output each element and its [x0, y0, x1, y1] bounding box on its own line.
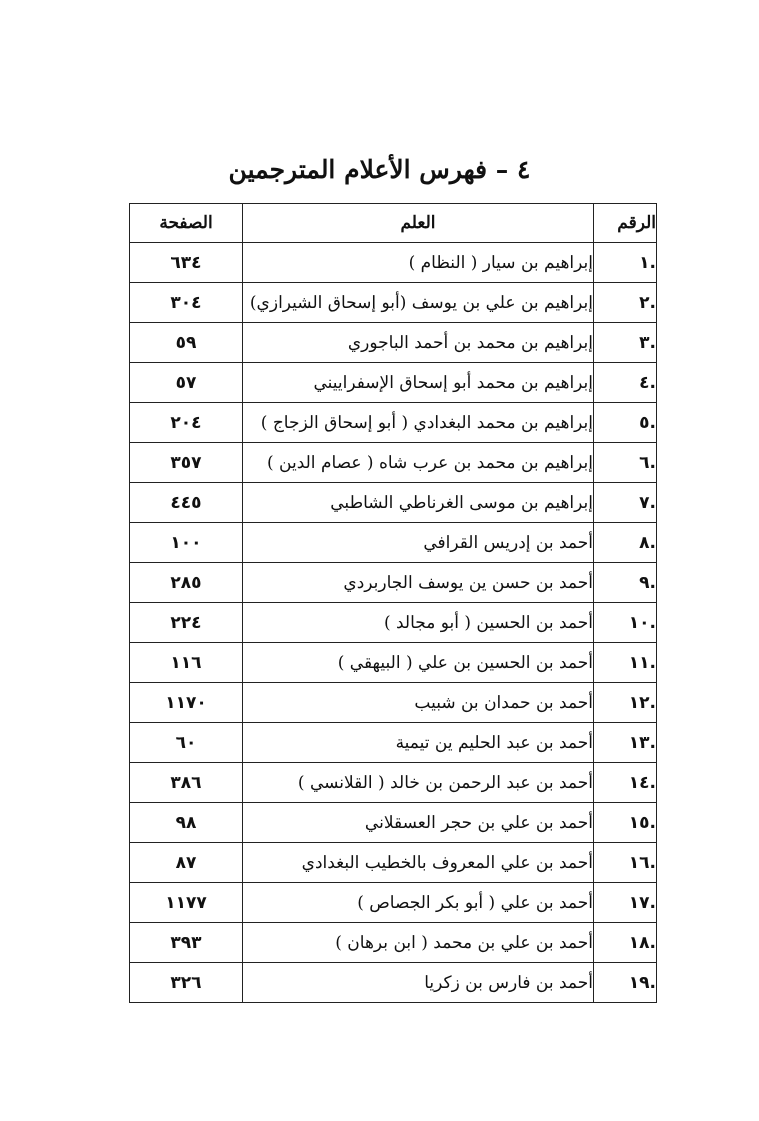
row-name: إبراهيم بن موسى الغرناطي الشاطبي [243, 483, 594, 523]
table-row [130, 483, 657, 523]
row-name: أحمد بن عبد الحليم ين تيمية [243, 723, 594, 763]
row-number: .١٦ [594, 843, 657, 883]
row-number: .١٠ [594, 603, 657, 643]
row-page: ٤٤٥ [130, 483, 243, 523]
row-page: ٣٢٦ [130, 963, 243, 1003]
table-row [130, 403, 657, 443]
page-title: ٤ – فهرس الأعلام المترجمين [228, 155, 531, 184]
row-page: ١١٧٧ [130, 883, 243, 923]
row-number: .١١ [594, 643, 657, 683]
row-page: ٩٨ [130, 803, 243, 843]
table-row [130, 843, 657, 883]
row-name: إبراهيم بن سيار ( النظام ) [243, 243, 594, 283]
row-page: ٢٠٤ [130, 403, 243, 443]
row-number: .٤ [594, 363, 657, 403]
row-number: .١٩ [594, 963, 657, 1003]
table-row [130, 683, 657, 723]
row-page: ٣٠٤ [130, 283, 243, 323]
table-row [130, 563, 657, 603]
row-name: أحمد بن عبد الرحمن بن خالد ( القلانسي ) [243, 763, 594, 803]
table-row [130, 723, 657, 763]
row-number: .٣ [594, 323, 657, 363]
row-number: .١٢ [594, 683, 657, 723]
row-page: ١١٧٠ [130, 683, 243, 723]
row-number: .١٤ [594, 763, 657, 803]
row-number: .٥ [594, 403, 657, 443]
index-table [129, 203, 657, 1003]
row-number: .٨ [594, 523, 657, 563]
header-number: الرقم [594, 204, 657, 243]
row-page: ٨٧ [130, 843, 243, 883]
table-row [130, 643, 657, 683]
row-number: .٧ [594, 483, 657, 523]
table-row [130, 323, 657, 363]
table-row [130, 523, 657, 563]
row-name: أحمد بن علي المعروف بالخطيب البغدادي [243, 843, 594, 883]
row-number: .٢ [594, 283, 657, 323]
row-number: .٩ [594, 563, 657, 603]
row-name: أحمد بن حسن ين يوسف الجاربردي [243, 563, 594, 603]
row-name: أحمد بن الحسين بن علي ( البيهقي ) [243, 643, 594, 683]
table-row [130, 243, 657, 283]
row-page: ٦٣٤ [130, 243, 243, 283]
row-page: ٦٠ [130, 723, 243, 763]
row-page: ١٠٠ [130, 523, 243, 563]
row-name: أحمد بن الحسين ( أبو مجالد ) [243, 603, 594, 643]
table-row [130, 763, 657, 803]
row-page: ١١٦ [130, 643, 243, 683]
row-page: ٣٩٣ [130, 923, 243, 963]
row-name: إبراهيم بن علي بن يوسف (أبو إسحاق الشيرازي) [243, 283, 594, 323]
row-number: .٦ [594, 443, 657, 483]
header-name: العلم [243, 204, 594, 243]
row-name: أحمد بن علي ( أبو بكر الجصاص ) [243, 883, 594, 923]
table-row [130, 363, 657, 403]
table-body [130, 243, 657, 1003]
row-number: .١ [594, 243, 657, 283]
row-number: .١٧ [594, 883, 657, 923]
table-header-row [130, 204, 657, 243]
row-name: أحمد بن حمدان بن شبيب [243, 683, 594, 723]
row-name: أحمد بن علي بن حجر العسقلاني [243, 803, 594, 843]
row-number: .١٥ [594, 803, 657, 843]
row-name: إبراهيم بن محمد أبو إسحاق الإسفراييني [243, 363, 594, 403]
row-name: إبراهيم بن محمد بن عرب شاه ( عصام الدين ) [243, 443, 594, 483]
row-number: .١٣ [594, 723, 657, 763]
table-row [130, 283, 657, 323]
table-row [130, 803, 657, 843]
row-page: ٥٧ [130, 363, 243, 403]
row-page: ٥٩ [130, 323, 243, 363]
row-page: ٢٨٥ [130, 563, 243, 603]
table-row [130, 963, 657, 1003]
row-page: ٣٥٧ [130, 443, 243, 483]
table-row [130, 923, 657, 963]
table-row [130, 883, 657, 923]
header-page: الصفحة [130, 204, 243, 243]
row-page: ٣٨٦ [130, 763, 243, 803]
row-number: .١٨ [594, 923, 657, 963]
table-row [130, 443, 657, 483]
row-page: ٢٢٤ [130, 603, 243, 643]
row-name: أحمد بن علي بن محمد ( ابن برهان ) [243, 923, 594, 963]
row-name: أحمد بن إدريس القرافي [243, 523, 594, 563]
row-name: إبراهيم بن محمد البغدادي ( أبو إسحاق الزجاج ) [243, 403, 594, 443]
row-name: إبراهيم بن محمد بن أحمد الباجوري [243, 323, 594, 363]
table-row [130, 603, 657, 643]
row-name: أحمد بن فارس بن زكريا [243, 963, 594, 1003]
